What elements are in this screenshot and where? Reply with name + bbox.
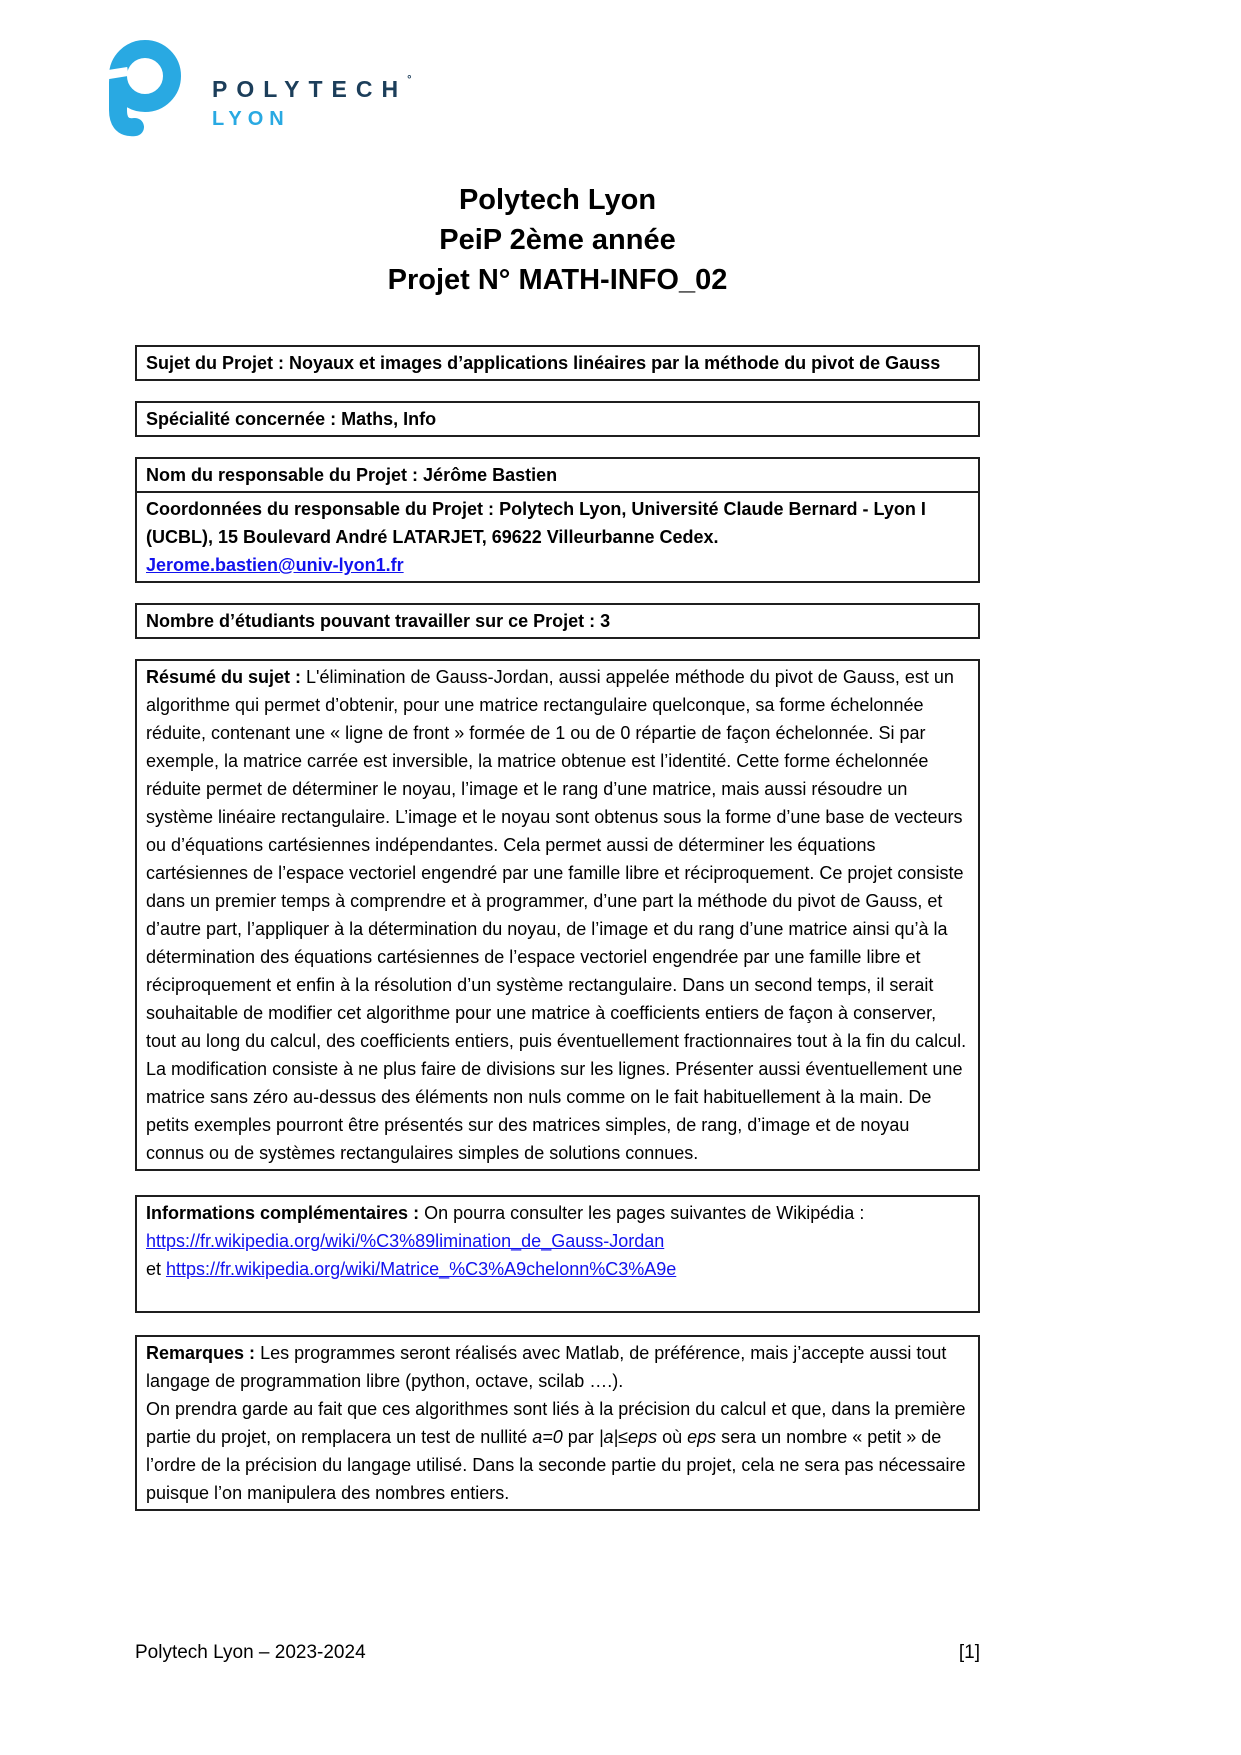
informations-link2-prefix: et <box>146 1259 162 1279</box>
informations-label: Informations complémentaires : <box>146 1203 420 1223</box>
specialite-label: Spécialité concernée : <box>146 409 337 429</box>
responsable-nom-label: Nom du responsable du Projet : <box>146 465 419 485</box>
etudiants-box <box>135 603 980 639</box>
sujet-value: Noyaux et images d’applications linéaires par la méthode du pivot de Gauss <box>289 353 941 373</box>
remarques-math-abs-a-leq-eps: |a|≤eps <box>598 1427 658 1447</box>
resume-box <box>135 659 980 1171</box>
title-line-project-number: Projet N° MATH-INFO_02 <box>387 264 728 296</box>
remarques-para2-text-4: sera un nombre « petit » de l’ordre de la précision du langage utilisé. Dans la seconde partie du projet, cela ne sera pas nécessaire puisque l’on manipulera des nombres entiers. <box>146 1427 966 1503</box>
resume-text: L'élimination de Gauss-Jordan, aussi appelée méthode du pivot de Gauss, est un algorithme qui permet d’obtenir, pour une matrice rectangulaire quelconque, sa forme échelonnée réduite, contenant une « ligne de front » formée de 1 ou de 0 répartie de façon échelonnée. Si par exemple, la matrice carrée est inversible, la matrice obtenue est l’identité. Cette forme échelonnée réduite permet de déterminer le noyau, l’image et le rang d’une matrice, mais aussi résoudre un système linéaire rectangulaire. L’image et le noyau sont obtenus sous la forme d’une base de vecteurs ou d’équations cartésiennes indépendantes. Cela permet aussi de déterminer les équations cartésiennes de l’espace vectoriel engendré par une famille libre et réciproquement. Ce projet consiste dans un premier temps à comprendre et à programmer, d’une part la méthode du pivot de Gauss, et d’autre part, l’appliquer à la détermination du noyau, de l’image et du rang d’une matrice ainsi qu’à la détermination des équations cartésiennes de l’espace vectoriel engendrée par une famille libre et réciproquement et enfin à la résolution d’un système rectangulaire. Dans un second temps, il serait souhaitable de modifier cet algorithme pour une matrice à coefficients entiers de façon à conserver, tout au long du calcul, des coefficients entiers, puis éventuellement fractionnaires tout à la fin du calcul. La modification consiste à ne plus faire de divisions sur les lignes. Présenter aussi éventuellement une matrice sans zéro au-dessus des éléments non nuls comme on le fait habituellement à la main. De petits exemples pourront être présentés sur des matrices simples, de rang, d’image et de noyau connus ou de systèmes rectangulaires simples de solutions connues. <box>146 667 967 1163</box>
remarques-paragraph-2 <box>146 1395 969 1507</box>
etudiants-value: 3 <box>600 611 611 631</box>
sections-column <box>135 345 980 1531</box>
specialite-box <box>135 401 980 437</box>
title-line-year: PeiP 2ème année <box>439 224 676 256</box>
logo-city-text: LYON <box>212 108 290 130</box>
remarques-para2-text-1: On prendra garde au fait que ces algorithmes sont liés à la précision du calcul et que, dans la première partie du projet, on remplacera un test de nullité <box>146 1399 966 1447</box>
informations-link1-line <box>146 1227 969 1255</box>
footer-school-year: Polytech Lyon – 2023-2024 <box>135 1642 366 1663</box>
informations-intro-line <box>146 1199 969 1227</box>
responsable-email-link[interactable]: Jerome.bastien@univ-lyon1.fr <box>146 555 404 575</box>
responsable-nom-row <box>137 459 978 493</box>
remarques-math-a-equals-zero: a=0 <box>532 1427 563 1447</box>
remarques-label: Remarques : <box>146 1343 256 1363</box>
remarques-para2-text-3: où <box>657 1427 688 1447</box>
sujet-label: Sujet du Projet : <box>146 353 285 373</box>
resume-label: Résumé du sujet : <box>146 667 302 687</box>
polytech-p-icon <box>95 36 190 140</box>
responsable-coordonnees-value: Polytech Lyon, Université Claude Bernard - Lyon I (UCBL), 15 Boulevard André LATARJET, 69622 Villeurbanne Cedex. <box>146 499 926 547</box>
responsable-box <box>135 457 980 583</box>
wikipedia-link-2[interactable]: https://fr.wikipedia.org/wiki/Matrice_%C3%A9chelonn%C3%A9e <box>166 1259 677 1279</box>
footer <box>135 1641 980 1665</box>
informations-intro: On pourra consulter les pages suivantes de Wikipédia : <box>424 1203 865 1223</box>
logo-brand-word: POLYTECH <box>212 76 408 102</box>
logo-registered-mark-icon: ° <box>407 74 412 86</box>
sujet-box <box>135 345 980 381</box>
remarques-box <box>135 1335 980 1511</box>
informations-box <box>135 1195 980 1313</box>
remarques-paragraph-1 <box>146 1339 969 1395</box>
remarques-para1-text: Les programmes seront réalisés avec Matlab, de préférence, mais j’accepte aussi tout langage de programmation libre (python, octave, scilab ….). <box>146 1343 947 1391</box>
page-number: [1] <box>958 1642 980 1663</box>
wikipedia-link-1[interactable]: https://fr.wikipedia.org/wiki/%C3%89limination_de_Gauss-Jordan <box>146 1231 665 1251</box>
informations-empty-line <box>146 1283 969 1309</box>
informations-link2-line <box>146 1255 969 1283</box>
etudiants-label: Nombre d’étudiants pouvant travailler sur ce Projet : <box>146 611 596 631</box>
document-title <box>135 180 980 300</box>
remarques-para2-text-2: par <box>562 1427 599 1447</box>
responsable-nom-value: Jérôme Bastien <box>423 465 558 485</box>
remarques-math-eps: eps <box>687 1427 717 1447</box>
logo-brand-text <box>212 68 412 101</box>
responsable-coordonnees-label: Coordonnées du responsable du Projet : <box>146 499 495 519</box>
responsable-coordonnees-row <box>137 493 978 581</box>
logo-text <box>212 36 412 131</box>
polytech-logo <box>95 36 412 140</box>
title-line-school: Polytech Lyon <box>458 184 657 216</box>
specialite-value: Maths, Info <box>341 409 437 429</box>
